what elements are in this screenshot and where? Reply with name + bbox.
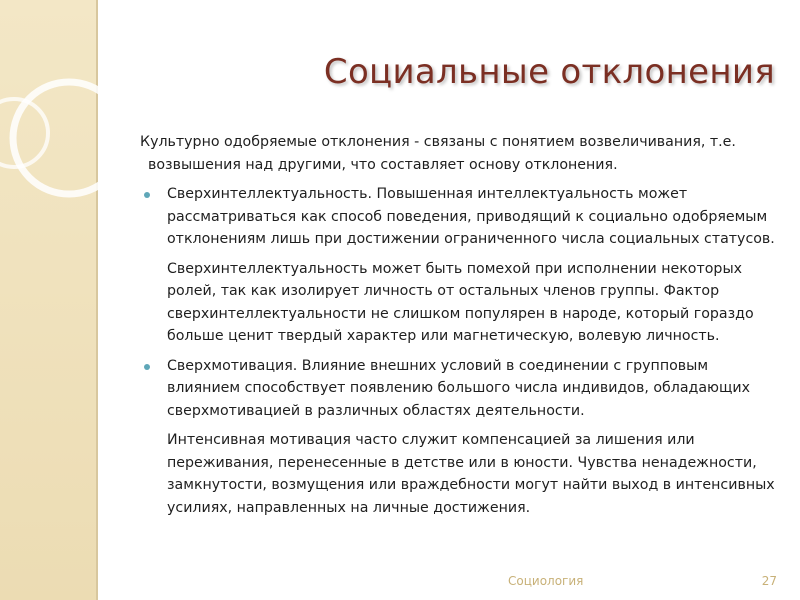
slide-title: Социальные отклонения [323,52,775,92]
bullet-dot-icon [144,364,150,370]
bullet-dot-icon [144,192,150,198]
bullet-text: Сверхмотивация. Влияние внешних условий в соединении с групповым влиянием способствует появлению большого числа индивидов, обладающих сверхмотивацией в различных областях деятельности. [167,357,750,419]
large-ring [13,82,125,194]
bullet-paragraph-superintellect [140,183,780,251]
decorative-circles [0,0,130,260]
footer-text: Социология [508,574,584,588]
bullet-text: Сверхинтеллектуальность. Повышенная интеллектуальность может рассматриваться как способ поведения, приводящий к социально одобряемым отклонениям лишь при достижении ограниченного числа социальных статусов. [167,186,775,247]
bullet-paragraph-supermotivation [140,355,780,423]
continuation-paragraph-superintellect: Сверхинтеллектуальность может быть помехой при исполнении некоторых ролей, так как изолирует личность от остальных членов группы. Фактор сверхинтеллектуальности не слишком популярен в народе, который гораздо больше ценит твердый характер или магнетическую, волевую личность. [167,260,754,344]
page-number: 27 [761,574,777,588]
slide-body [140,131,780,526]
continuation-paragraph-supermotivation: Интенсивная мотивация часто служит компенсацией за лишения или переживания, перенесенные в детстве или в юности. Чувства ненадежности, замкнутости, возмущения или враждебности могут найти выход в интенсивных усилиях, направленных на личные достижения. [167,432,775,516]
intro-paragraph: Культурно одобряемые отклонения - связаны с понятием возвеличивания, т.е. возвышения над другими, что составляет основу отклонения. [140,134,736,173]
